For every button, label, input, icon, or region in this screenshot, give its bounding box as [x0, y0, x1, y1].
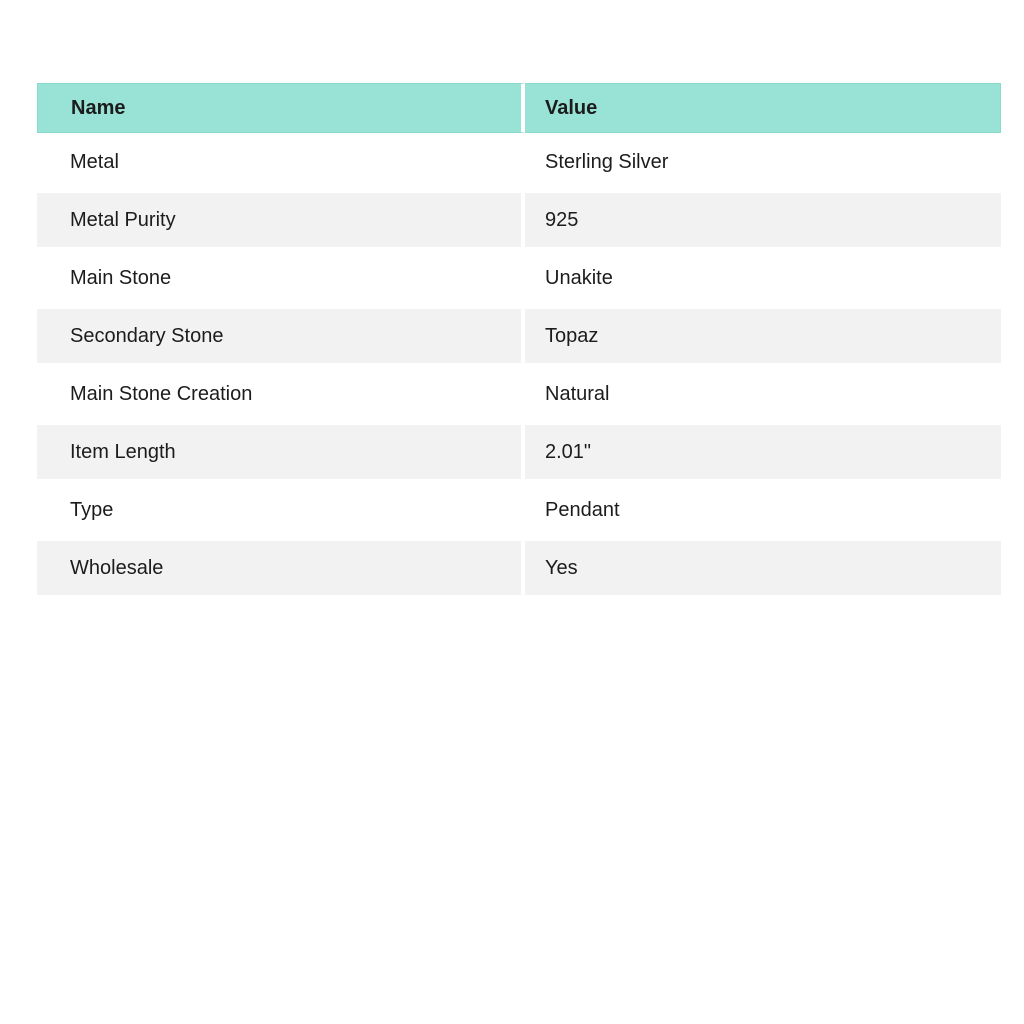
column-header-value: Value — [525, 83, 1001, 133]
table-row — [37, 133, 1001, 191]
column-header-name: Name — [37, 83, 525, 133]
attribute-value-cell: Unakite — [525, 249, 1001, 307]
attribute-name-cell: Item Length — [37, 423, 525, 481]
attribute-value-cell: Yes — [525, 539, 1001, 597]
attribute-value-cell: Natural — [525, 365, 1001, 423]
table-row — [37, 423, 1001, 481]
attribute-value-cell: Sterling Silver — [525, 133, 1001, 191]
table-row — [37, 481, 1001, 539]
item-specifics-section — [37, 83, 1001, 597]
table-row — [37, 365, 1001, 423]
attribute-name-cell: Secondary Stone — [37, 307, 525, 365]
item-specifics-table — [37, 83, 1001, 597]
attribute-name-cell: Main Stone Creation — [37, 365, 525, 423]
table-row — [37, 191, 1001, 249]
table-row — [37, 307, 1001, 365]
attribute-value-cell: Topaz — [525, 307, 1001, 365]
table-row — [37, 539, 1001, 597]
attribute-name-cell: Metal Purity — [37, 191, 525, 249]
attribute-value-cell: Pendant — [525, 481, 1001, 539]
attribute-value-cell: 2.01" — [525, 423, 1001, 481]
table-header-row — [37, 83, 1001, 133]
table-row — [37, 249, 1001, 307]
attribute-name-cell: Type — [37, 481, 525, 539]
attribute-name-cell: Main Stone — [37, 249, 525, 307]
attribute-value-cell: 925 — [525, 191, 1001, 249]
attribute-name-cell: Wholesale — [37, 539, 525, 597]
attribute-name-cell: Metal — [37, 133, 525, 191]
